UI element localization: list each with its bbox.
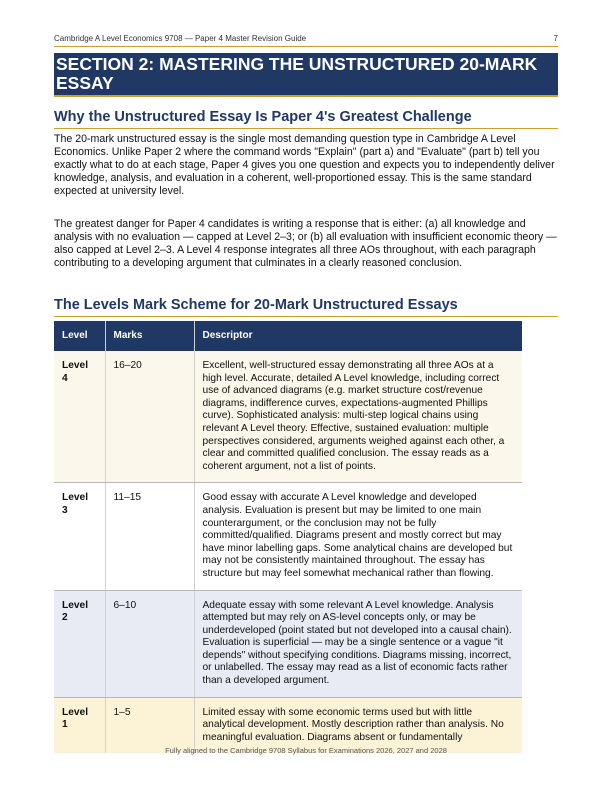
level-cell: Level 2 [54,590,105,697]
column-header-descriptor: Descriptor [194,321,522,351]
section-title: SECTION 2: MASTERING THE UNSTRUCTURED 20-MARK ESSAY [54,53,558,97]
running-header [54,34,558,47]
subheading-unstructured-essay-challenge: Why the Unstructured Essay Is Paper 4's Greatest Challenge [54,108,558,129]
table-row-level-3 [54,483,522,590]
marks-cell: 1–5 [105,697,194,753]
paragraph-intro: The 20-mark unstructured essay is the single most demanding question type in Cambridge A Level Economics. Unlike Paper 2 where the command words "Explain" (part a) and "Evaluate" (part b) tell you exactly what to do at each stage, Paper 4 gives you one question and expects you to independently deliver knowledge, analysis, and evaluation in a coherent, well-proportioned essay. This is the same standard expected at university level. [54,133,555,198]
header-title: Cambridge A Level Economics 9708 — Paper 4 Master Revision Guide [54,34,307,43]
marks-cell: 6–10 [105,590,194,697]
levels-mark-scheme-table [54,321,522,753]
descriptor-cell: Good essay with accurate A Level knowledge and developed analysis. Evaluation is present but may be limited to one main counterargument, or the conclusion may not be fully committed/qualified. Diagrams present and mostly correct but may have minor labelling gaps. Some analytical chains are developed but may not be consistently maintained throughout. The essay has structure but may feel somewhat mechanical rather than flowing. [194,483,522,590]
page-number: 7 [553,34,558,43]
level-cell: Level 4 [54,351,105,483]
marks-cell: 16–20 [105,351,194,483]
subheading-levels-mark-scheme: The Levels Mark Scheme for 20-Mark Unstructured Essays [54,296,558,317]
column-header-level: Level [54,321,105,351]
descriptor-cell: Excellent, well-structured essay demonstrating all three AOs at a high level. Accurate, detailed A Level knowledge, including correct use of advanced diagrams (e.g. market structure cost/revenue diagrams, indifference curves, expectations-augmented Phillips curve). Sophisticated analysis: multi-step logical chains using relevant A Level theory. Effective, sustained evaluation: multiple perspectives considered, arguments weighed against each other, a clear and committed qualified conclusion. The essay reads as a coherent argument, not a list of points. [194,351,522,483]
marks-cell: 11–15 [105,483,194,590]
paragraph-danger: The greatest danger for Paper 4 candidates is writing a response that is either: (a) all knowledge and analysis with no evaluation — capped at Level 2–3; or (b) all evaluation with insufficient economic theory — also capped at Level 2–3. A Level 4 response integrates all three AOs throughout, with each paragraph contributing to a developing argument that culminates in a clearly reasoned conclusion. [54,218,557,270]
table-row-level-2 [54,590,522,697]
descriptor-cell: Limited essay with some economic terms used but with little analytical development. Mostly description rather than analysis. No meaningful evaluation. Diagrams absent or fundamentally [194,697,522,753]
level-cell: Level 3 [54,483,105,590]
page-footer: Fully aligned to the Cambridge 9708 Syllabus for Examinations 2026, 2027 and 2028 [165,746,447,755]
column-header-marks: Marks [105,321,194,351]
table-row-level-4 [54,351,522,483]
table-header-row [54,321,522,351]
table-row-level-1 [54,697,522,753]
level-cell: Level 1 [54,697,105,753]
descriptor-cell: Adequate essay with some relevant A Level knowledge. Analysis attempted but may rely on AS-level concepts only, or may be underdeveloped (point stated but not developed into a causal chain). Evaluation is superficial — may be a single sentence or a vague "it depends" without specifying conditions. Diagrams missing, incorrect, or unlabelled. The essay may read as a list of economic facts rather than a developed argument. [194,590,522,697]
